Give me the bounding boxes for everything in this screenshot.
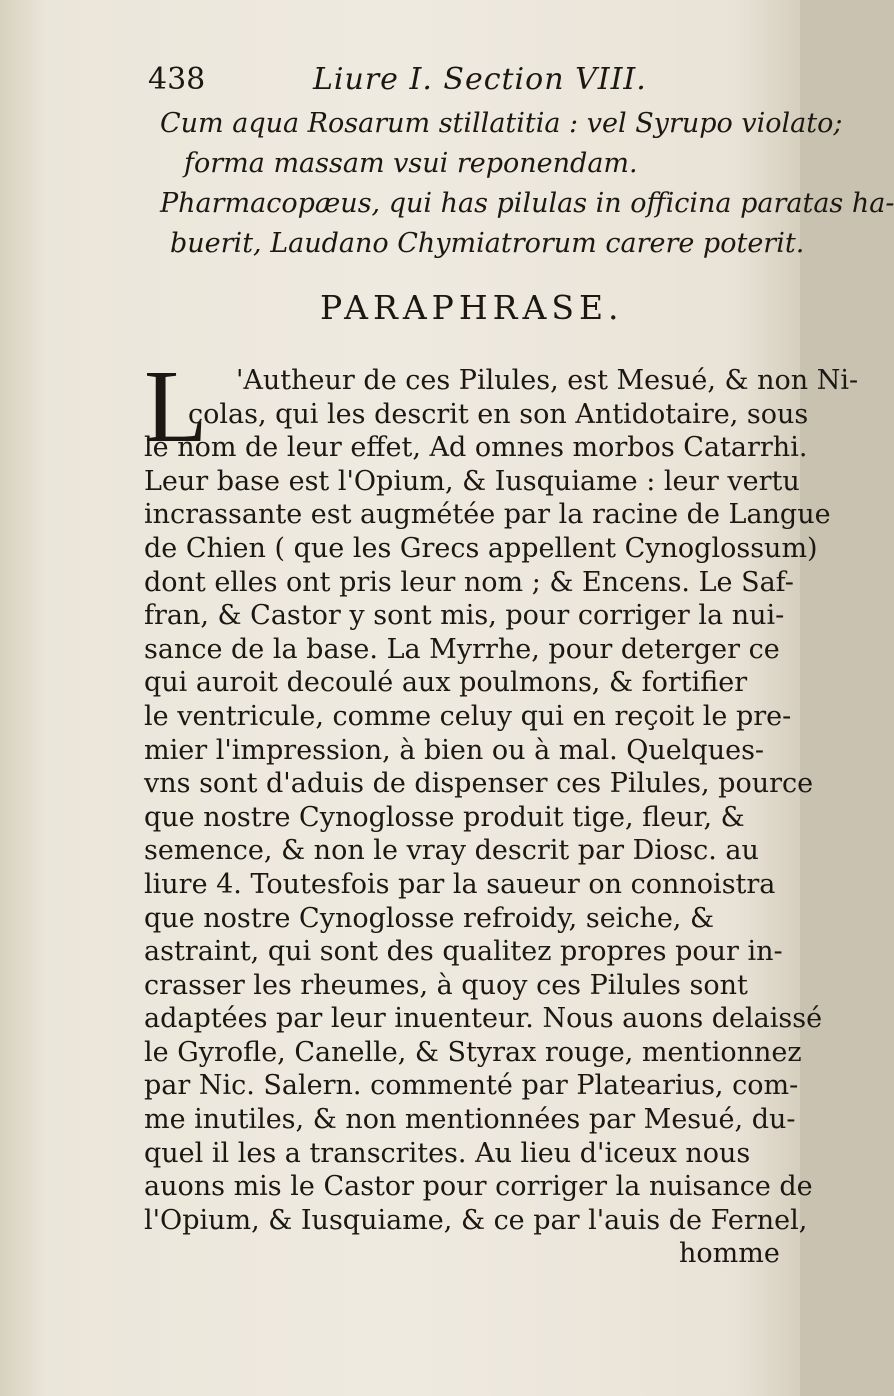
- body-line: crasser les rheumes, à quoy ces Pilules sont: [144, 969, 748, 1001]
- page-header: [148, 62, 708, 102]
- running-title: Liure I. Section VIII.: [313, 62, 647, 97]
- paraphrase-body: [144, 349, 859, 1271]
- body-line: le Gyrofle, Canelle, & Styrax rouge, mentionnez: [144, 1036, 802, 1068]
- body-line: que nostre Cynoglosse refroidy, seiche, &: [144, 902, 715, 934]
- body-line: astraint, qui sont des qualitez propres pour in-: [144, 936, 783, 968]
- body-line: vns sont d'aduis de dispenser ces Pilules, pource: [144, 768, 814, 800]
- section-heading: PARAPHRASE.: [320, 288, 624, 327]
- drop-capital: L: [144, 349, 208, 464]
- body-line: le nom de leur effet, Ad omnes morbos Catarrhi.: [144, 432, 808, 464]
- prescription-line: Cum aqua Rosarum stillatitia : vel Syrupo violato;: [160, 108, 843, 139]
- catchword: homme: [679, 1238, 780, 1270]
- prescription-line: Pharmacopæus, qui has pilulas in officina paratas ha-: [160, 188, 894, 219]
- body-line: quel il les a transcrites. Au lieu d'iceux nous: [144, 1137, 751, 1169]
- latin-prescription: [160, 104, 894, 264]
- body-line: le ventricule, comme celuy qui en reçoit le pre-: [144, 700, 792, 732]
- body-line: qui auroit decoulé aux poulmons, & fortifier: [144, 667, 748, 699]
- body-line: me inutiles, & non mentionnées par Mesué, du-: [144, 1104, 796, 1136]
- body-line: par Nic. Salern. commenté par Platearius, com-: [144, 1070, 799, 1102]
- body-line: que nostre Cynoglosse produit tige, fleur, &: [144, 801, 745, 833]
- prescription-line: buerit, Laudano Chymiatrorum carere poterit.: [170, 228, 805, 259]
- body-line: Leur base est l'Opium, & Iusquiame : leur vertu: [144, 465, 800, 497]
- body-line: 'Autheur de ces Pilules, est Mesué, & non Ni-: [236, 365, 859, 396]
- body-line: liure 4. Toutesfois par la saueur on connoistra: [144, 868, 776, 900]
- body-line: sance de la base. La Myrrhe, pour deterger ce: [144, 633, 780, 665]
- prescription-line: forma massam vsui reponendam.: [184, 148, 638, 179]
- page-number: 438: [148, 62, 206, 97]
- body-line: adaptées par leur inuenteur. Nous auons delaissé: [144, 1003, 823, 1035]
- body-line: incrassante est augmétée par la racine de Langue: [144, 499, 831, 531]
- body-line: semence, & non le vray descrit par Diosc. au: [144, 835, 759, 867]
- body-line: mier l'impression, à bien ou à mal. Quelques-: [144, 734, 765, 766]
- body-line: dont elles ont pris leur nom ; & Encens. Le Saf-: [144, 566, 794, 598]
- body-line: de Chien ( que les Grecs appellent Cynoglossum): [144, 532, 818, 564]
- body-line: auons mis le Castor pour corriger la nuisance de: [144, 1171, 813, 1203]
- body-line: fran, & Castor y sont mis, pour corriger la nui-: [144, 600, 785, 632]
- body-line: l'Opium, & Iusquiame, & ce par l'auis de Fernel,: [144, 1204, 808, 1236]
- body-line: colas, qui les descrit en son Antidotaire, sous: [188, 398, 809, 430]
